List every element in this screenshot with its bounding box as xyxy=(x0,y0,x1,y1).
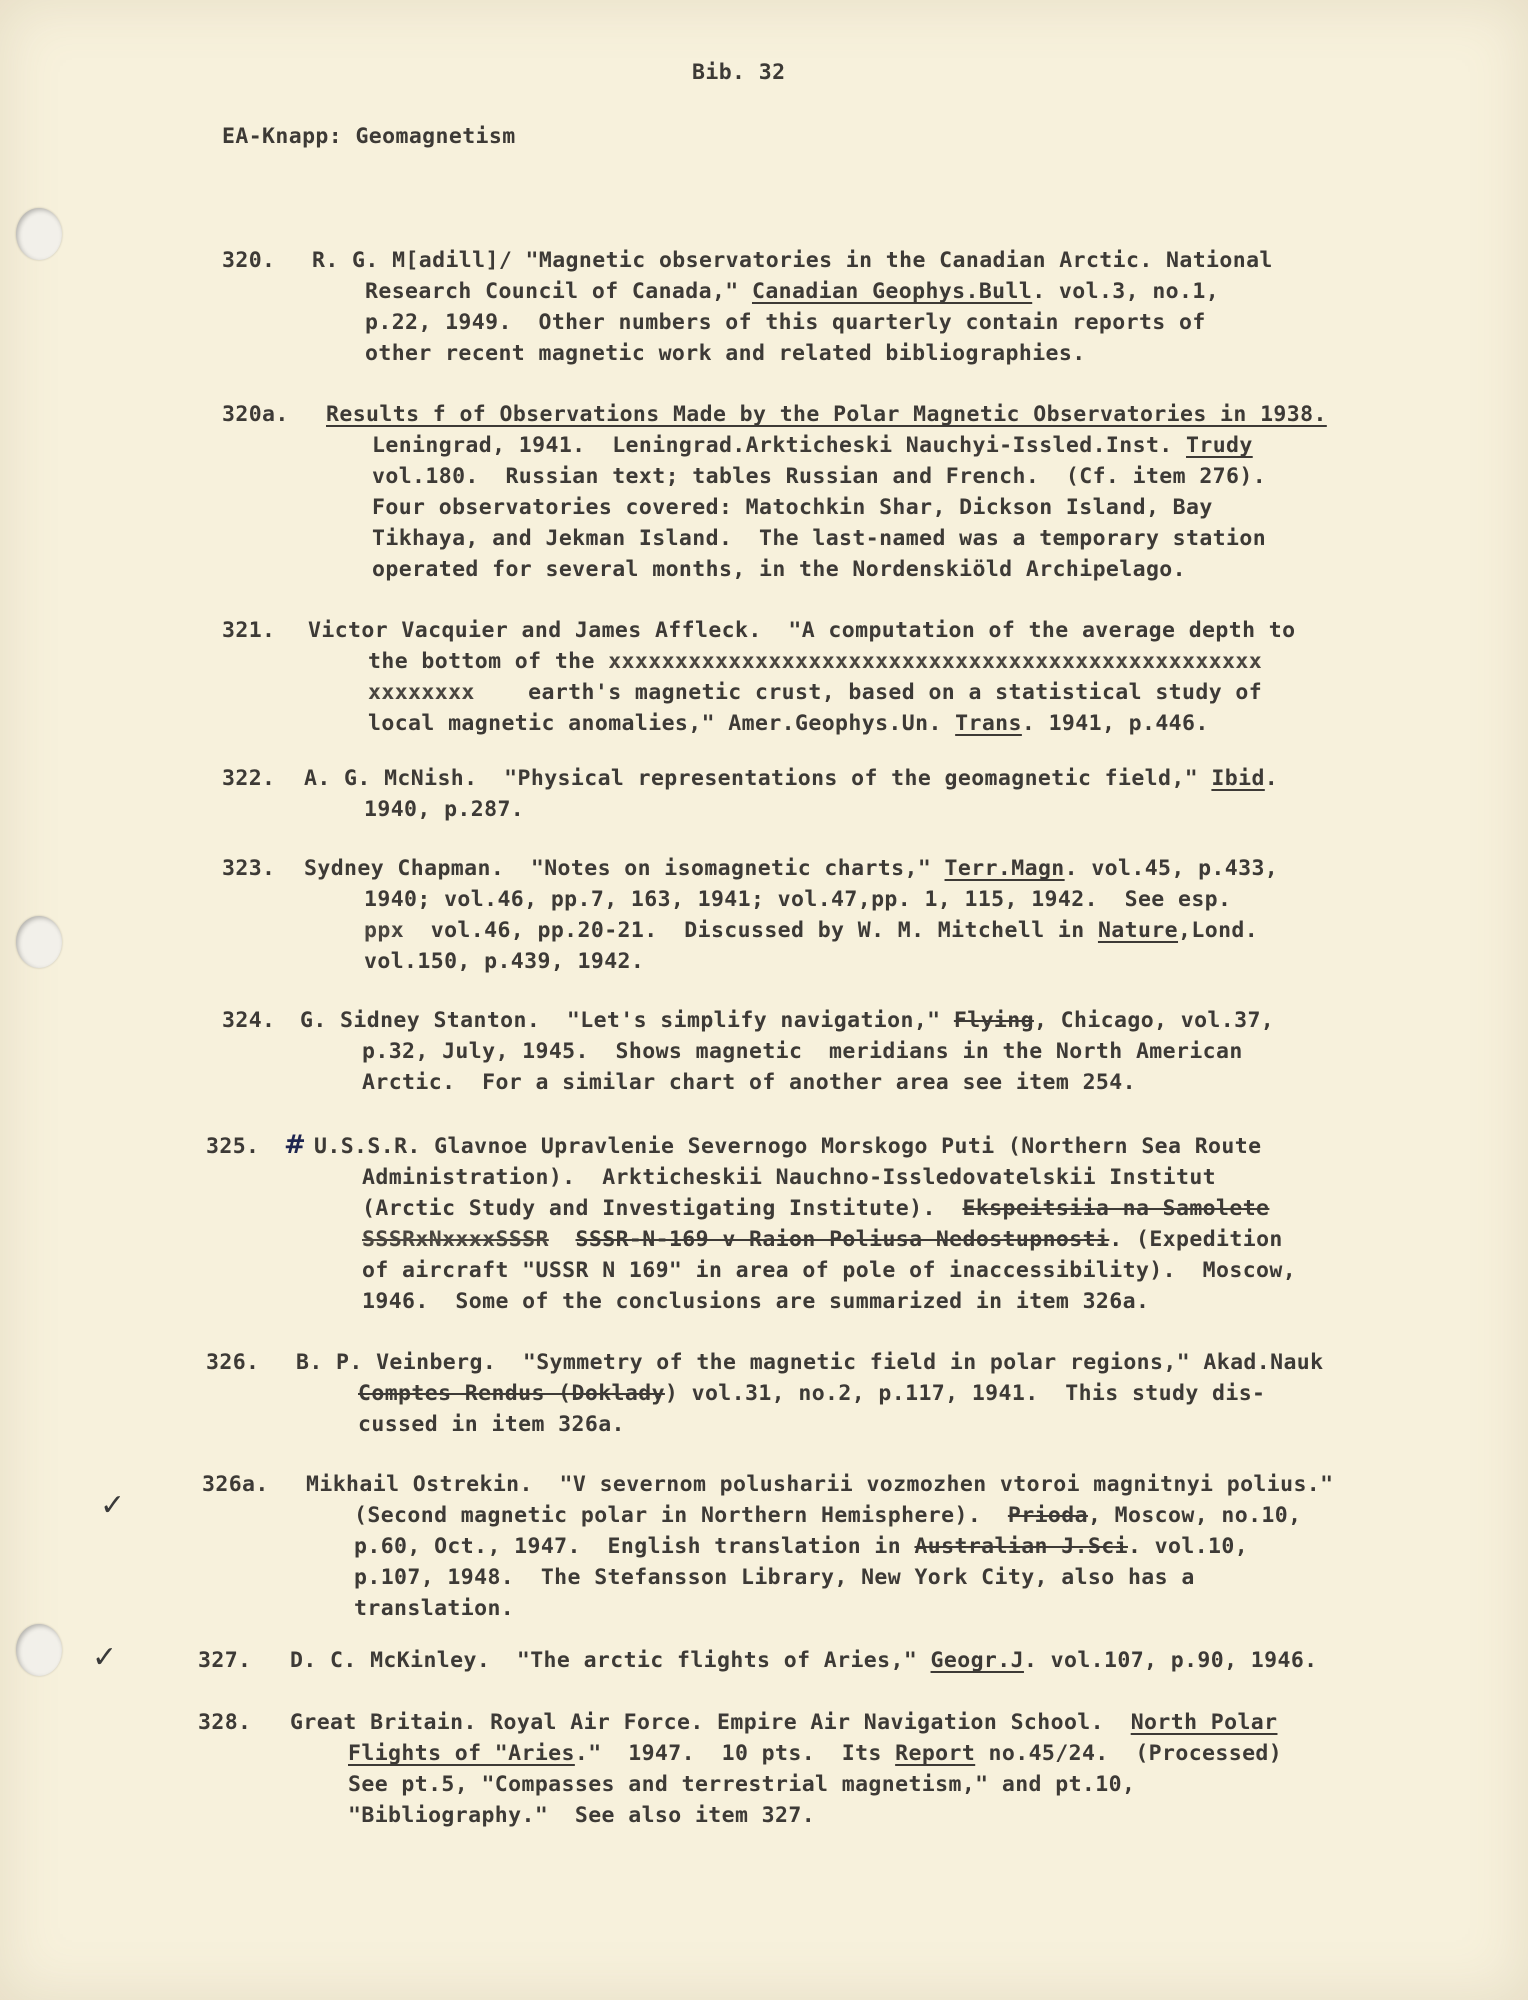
punch-hole xyxy=(16,916,62,968)
entry-line: xxxxxxxx earth's magnetic crust, based on a statistical study of xyxy=(368,680,1263,705)
entry-line: Great Britain. Royal Air Force. Empire Air Navigation School. North Polar xyxy=(290,1710,1278,1735)
entry-line: 1946. Some of the conclusions are summarized in item 326a. xyxy=(362,1289,1150,1314)
entry-line: "Bibliography." See also item 327. xyxy=(348,1803,816,1828)
typed-over-text: xxxxxxxx xyxy=(368,680,475,705)
journal-title: Ibid xyxy=(1211,766,1265,791)
entry-line: Results f of Observations Made by the Polar Magnetic Observatories in 1938. xyxy=(326,402,1327,427)
book-title: North Polar xyxy=(1130,1710,1278,1735)
entry-line: translation. xyxy=(354,1596,515,1621)
entry-line: Comptes Rendus (Doklady) vol.31, no.2, p.117, 1941. This study dis- xyxy=(358,1381,1266,1406)
entry-line: Victor Vacquier and James Affleck. "A computation of the average depth to xyxy=(308,618,1296,643)
entry-line: A. G. McNish. "Physical representations of the geomagnetic field," Ibid. xyxy=(304,766,1279,791)
report-title: Report xyxy=(895,1741,976,1766)
struck-text: Prioda xyxy=(1007,1503,1088,1528)
entry-line: G. Sidney Stanton. "Let's simplify navigation," Flying, Chicago, vol.37, xyxy=(300,1008,1275,1033)
entry-number: 327. xyxy=(198,1648,252,1673)
entry-line: vol.180. Russian text; tables Russian and French. (Cf. item 276). xyxy=(372,464,1267,489)
check-mark-icon: ✓ xyxy=(100,1488,126,1523)
entry-number: 328. xyxy=(198,1710,252,1735)
entry-line: operated for several months, in the Nordenskiöld Archipelago. xyxy=(372,557,1186,582)
entry-number: 326a. xyxy=(202,1472,269,1497)
typed-over-text: ppx xyxy=(364,918,405,943)
struck-text: Comptes Rendus (Doklady xyxy=(358,1381,665,1406)
entry-line: p.32, July, 1945. Shows magnetic meridians in the North American xyxy=(362,1039,1243,1064)
journal-title: Geogr.J xyxy=(930,1648,1024,1673)
entry-line: p.22, 1949. Other numbers of this quarterly contain reports of xyxy=(365,310,1206,335)
journal-title: Terr.Magn xyxy=(944,856,1065,881)
entry-line: Leningrad, 1941. Leningrad.Arkticheski Nauchyi-Issled.Inst. Trudy xyxy=(372,433,1253,458)
struck-text: SSSR-N-169 v Raion Poliusa Nedostupnosti xyxy=(575,1227,1110,1252)
entry-line: U.S.S.R. Glavnoe Upravlenie Severnogo Morskogo Puti (Northern Sea Route xyxy=(314,1134,1262,1159)
journal-title: Trudy xyxy=(1186,433,1253,458)
entry-number: 325. xyxy=(206,1134,260,1159)
entry-number: 324. xyxy=(222,1008,276,1033)
book-title: Flights of "Aries xyxy=(348,1741,575,1766)
entry-number: 321. xyxy=(222,618,276,643)
struck-text: Australian J.Sci xyxy=(914,1534,1128,1559)
page-number: Bib. 32 xyxy=(692,60,786,85)
entry-number: 322. xyxy=(222,766,276,791)
journal-title: Nature xyxy=(1097,918,1179,943)
entry-line: Arctic. For a similar chart of another area see item 254. xyxy=(362,1070,1136,1095)
entry-line: R. G. M[adill]/ "Magnetic observatories in the Canadian Arctic. National xyxy=(312,248,1273,273)
entry-line: B. P. Veinberg. "Symmetry of the magnetic field in polar regions," Akad.Nauk xyxy=(296,1350,1324,1375)
page-header: EA-Knapp: Geomagnetism xyxy=(222,124,516,149)
entry-line: Mikhail Ostrekin. "V severnom polusharii vozmozhen vtoroi magnitnyi polius." xyxy=(306,1472,1334,1497)
entry-line: 1940; vol.46, pp.7, 163, 1941; vol.47,pp. 1, 115, 1942. See esp. xyxy=(364,887,1232,912)
punch-hole xyxy=(16,208,62,260)
entry-line: other recent magnetic work and related bibliographies. xyxy=(365,341,1086,366)
entry-line: Administration). Arkticheskii Nauchno-Issledovatelskii Institut xyxy=(362,1165,1217,1190)
journal-title: Trans xyxy=(955,711,1022,736)
entry-number: 320a. xyxy=(222,402,289,427)
entry-line: p.60, Oct., 1947. English translation in Australian J.Sci. vol.10, xyxy=(354,1534,1249,1559)
entry-line: Sydney Chapman. "Notes on isomagnetic charts," Terr.Magn. vol.45, p.433, xyxy=(304,856,1279,881)
typed-over-text: xxxxxxxxxxxxxxxxxxxxxxxxxxxxxxxxxxxxxxxxxxxxxxxxx xyxy=(608,649,1263,674)
entry-number: 320. xyxy=(222,248,276,273)
entry-line: 1940, p.287. xyxy=(364,797,525,822)
journal-title: Canadian Geophys.Bull xyxy=(751,279,1033,304)
entry-line: ppx vol.46, pp.20-21. Discussed by W. M. Mitchell in Nature,Lond. xyxy=(364,918,1259,943)
struck-text: Flying xyxy=(953,1008,1034,1033)
entry-line: local magnetic anomalies," Amer.Geophys.Un. Trans. 1941, p.446. xyxy=(368,711,1209,736)
entry-number: 323. xyxy=(222,856,276,881)
hash-mark-icon: # xyxy=(284,1130,307,1160)
struck-text: SSSRxNxxxxSSSR xyxy=(362,1227,549,1252)
entry-line: the bottom of the xxxxxxxxxxxxxxxxxxxxxxxxxxxxxxxxxxxxxxxxxxxxxxxxx xyxy=(368,649,1263,674)
entry-line: vol.150, p.439, 1942. xyxy=(364,949,645,974)
entry-line: (Second magnetic polar in Northern Hemisphere). Prioda, Moscow, no.10, xyxy=(354,1503,1302,1528)
entry-line: Flights of "Aries." 1947. 10 pts. Its Report no.45/24. (Processed) xyxy=(348,1741,1283,1766)
entry-line: Four observatories covered: Matochkin Shar, Dickson Island, Bay xyxy=(372,495,1213,520)
entry-line: p.107, 1948. The Stefansson Library, New York City, also has a xyxy=(354,1565,1195,1590)
entry-line: See pt.5, "Compasses and terrestrial magnetism," and pt.10, xyxy=(348,1772,1136,1797)
entry-line: SSSRxNxxxxSSSR SSSR-N-169 v Raion Poliusa Nedostupnosti. (Expedition xyxy=(362,1227,1283,1252)
entry-line: cussed in item 326a. xyxy=(358,1412,625,1437)
entry-number: 326. xyxy=(206,1350,260,1375)
entry-line: (Arctic Study and Investigating Institute). Ekspeitsiia na Samolete xyxy=(362,1196,1270,1221)
entry-line: Tikhaya, and Jekman Island. The last-named was a temporary station xyxy=(372,526,1267,551)
punch-hole xyxy=(16,1624,62,1676)
entry-line: Research Council of Canada," Canadian Geophys.Bull. vol.3, no.1, xyxy=(365,279,1220,304)
check-mark-icon: ✓ xyxy=(92,1640,118,1675)
entry-line: of aircraft "USSR N 169" in area of pole of inaccessibility). Moscow, xyxy=(362,1258,1297,1283)
entry-line: D. C. McKinley. "The arctic flights of Aries," Geogr.J. vol.107, p.90, 1946. xyxy=(290,1648,1318,1673)
struck-text: Ekspeitsiia na Samolete xyxy=(962,1196,1270,1221)
